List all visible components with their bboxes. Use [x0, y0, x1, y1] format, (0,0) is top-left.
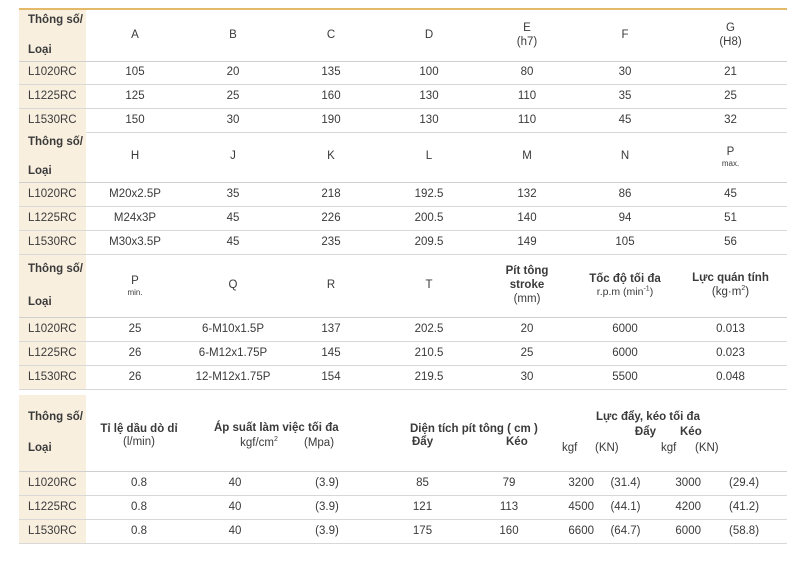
cell: 6600: [549, 520, 594, 544]
col-header: M: [478, 132, 576, 183]
cell: 20: [184, 62, 282, 85]
stroke-line-2: stroke: [509, 279, 545, 292]
cell: 25: [674, 85, 787, 109]
header-label-cell: [19, 255, 86, 318]
cell: 51: [674, 207, 787, 231]
col-header: [86, 255, 184, 318]
col-header-e: E: [523, 22, 531, 35]
cell: 35: [576, 85, 674, 109]
col-header: [674, 9, 787, 62]
area-pull-label: Kéo: [506, 436, 528, 448]
cell: 0.023: [674, 342, 787, 366]
header-label-cell: [19, 132, 86, 183]
cell: 209.5: [380, 231, 478, 255]
cell: 6-M12x1.75P: [184, 342, 282, 366]
row-label: L1225RC: [19, 496, 86, 520]
table-row: [19, 62, 787, 85]
cell: 235: [282, 231, 380, 255]
cell: 26: [86, 366, 184, 390]
col-header: H: [86, 132, 184, 183]
row-label: L1530RC: [19, 109, 86, 133]
cell: M20x2.5P: [86, 183, 184, 207]
row-label: L1530RC: [19, 366, 86, 390]
table-row: [19, 85, 787, 109]
col-header-speed: [576, 255, 674, 318]
row-label: L1530RC: [19, 520, 86, 544]
cell: 35: [184, 183, 282, 207]
cell: (31.4): [594, 472, 657, 496]
cell: 154: [282, 366, 380, 390]
cell: 85: [376, 472, 469, 496]
cell: 5500: [576, 366, 674, 390]
col-header-force: [549, 395, 787, 472]
cell: 202.5: [380, 318, 478, 342]
cell: 0.048: [674, 366, 787, 390]
cell: 200.5: [380, 207, 478, 231]
col-header: R: [282, 255, 380, 318]
cell: 45: [184, 207, 282, 231]
cell: 219.5: [380, 366, 478, 390]
table-row: [19, 231, 787, 255]
cell: 40: [192, 472, 278, 496]
cell: 149: [478, 231, 576, 255]
col-header-g: G: [726, 22, 735, 35]
cell: 21: [674, 62, 787, 85]
cell: 3200: [549, 472, 594, 496]
cell: 6-M10x1.5P: [184, 318, 282, 342]
label-type: Loại: [28, 164, 52, 177]
col-header: T: [380, 255, 478, 318]
cell: 25: [478, 342, 576, 366]
pressure-unit-mpa: (Mpa): [304, 436, 335, 449]
stroke-line-3: (mm): [513, 292, 541, 305]
cell: 0.8: [86, 520, 192, 544]
cell: (3.9): [278, 496, 376, 520]
cell: 3000: [657, 472, 701, 496]
col-sub-g: (H8): [719, 35, 742, 48]
cell: (44.1): [594, 496, 657, 520]
cell: 175: [376, 520, 469, 544]
cell: 20: [478, 318, 576, 342]
cell: 6000: [576, 342, 674, 366]
cell: 210.5: [380, 342, 478, 366]
cell: 105: [86, 62, 184, 85]
label-params: Thông số/: [28, 14, 83, 26]
label-params: Thông số/: [28, 263, 83, 275]
col-header: [478, 9, 576, 62]
cell: 190: [282, 109, 380, 133]
spec-table-1: [19, 8, 787, 133]
col-sub-e: (h7): [516, 35, 538, 48]
cell: 125: [86, 85, 184, 109]
cell: M30x3.5P: [86, 231, 184, 255]
row-label: L1020RC: [19, 318, 86, 342]
spec-table-4: [19, 395, 787, 544]
cell: 0.013: [674, 318, 787, 342]
cell: (3.9): [278, 520, 376, 544]
col-header: C: [282, 9, 380, 62]
label-type: Loại: [28, 43, 52, 56]
spec-table-2: [19, 132, 787, 255]
cell: 4500: [549, 496, 594, 520]
cell: 192.5: [380, 183, 478, 207]
table-row: [19, 109, 787, 133]
leak-line-1: Tỉ lệ dầu dò dỉ: [100, 422, 178, 435]
cell: 45: [184, 231, 282, 255]
pressure-line-1: Áp suất làm việc tối đa: [214, 422, 339, 435]
leak-line-2: (l/min): [123, 436, 155, 448]
cell: (64.7): [594, 520, 657, 544]
cell: 140: [478, 207, 576, 231]
cell: 86: [576, 183, 674, 207]
cell: 40: [192, 496, 278, 520]
pressure-exp: 2: [273, 435, 278, 443]
col-header: K: [282, 132, 380, 183]
cell: 132: [478, 183, 576, 207]
force-push-kgf: kgf: [562, 441, 578, 454]
spec-table-3: [19, 255, 787, 390]
cell: (41.2): [701, 496, 787, 520]
cell: 113: [469, 496, 549, 520]
col-header: N: [576, 132, 674, 183]
cell: 160: [469, 520, 549, 544]
cell: 45: [576, 109, 674, 133]
header-label-cell: [19, 395, 86, 472]
cell: 0.8: [86, 496, 192, 520]
cell: (3.9): [278, 472, 376, 496]
cell: 130: [380, 109, 478, 133]
area-push-label: Đẩy: [412, 436, 434, 448]
cell: 40: [192, 520, 278, 544]
cell: 226: [282, 207, 380, 231]
table-row: [19, 342, 787, 366]
row-label: L1020RC: [19, 472, 86, 496]
cell: 121: [376, 496, 469, 520]
cell: 25: [184, 85, 282, 109]
cell: 218: [282, 183, 380, 207]
label-type: Loại: [28, 441, 52, 454]
table-row: [19, 366, 787, 390]
cell: 45: [674, 183, 787, 207]
row-label: L1020RC: [19, 62, 86, 85]
col-sub-p: min.: [127, 287, 143, 297]
col-header: D: [380, 9, 478, 62]
force-pull-label: Kéo: [680, 426, 702, 439]
cell: 12-M12x1.75P: [184, 366, 282, 390]
col-header-p: P: [726, 146, 735, 159]
cell: 150: [86, 109, 184, 133]
table-row: [19, 472, 787, 496]
col-header: [674, 132, 787, 183]
cell: 80: [478, 62, 576, 85]
stroke-line-1: Pít tông: [505, 265, 549, 278]
area-line-1: Diện tích pít tông ( cm ): [410, 422, 538, 435]
force-line-1: Lực đẩy, kéo tối đa: [596, 410, 700, 423]
cell: 32: [674, 109, 787, 133]
inertia-line-1: Lực quán tính: [692, 272, 769, 285]
header-label-cell: [19, 9, 86, 62]
cell: 137: [282, 318, 380, 342]
cell: 135: [282, 62, 380, 85]
col-header: A: [86, 9, 184, 62]
table-row: [19, 183, 787, 207]
cell: 94: [576, 207, 674, 231]
row-label: L1020RC: [19, 183, 86, 207]
row-label: L1530RC: [19, 231, 86, 255]
col-header: Q: [184, 255, 282, 318]
col-header-p: P: [131, 275, 139, 288]
cell: 160: [282, 85, 380, 109]
force-pull-kgf: kgf: [661, 441, 677, 454]
cell: 25: [86, 318, 184, 342]
cell: 100: [380, 62, 478, 85]
speed-line-2: r.p.m (min: [596, 286, 644, 299]
row-label: L1225RC: [19, 342, 86, 366]
force-pull-kn: (KN): [695, 441, 719, 454]
col-header: B: [184, 9, 282, 62]
speed-exp: -1: [643, 285, 650, 293]
cell: (58.8): [701, 520, 787, 544]
cell: 56: [674, 231, 787, 255]
col-header: J: [184, 132, 282, 183]
speed-line-1: Tốc độ tối đa: [589, 272, 661, 285]
cell: 30: [576, 62, 674, 85]
label-params: Thông số/: [28, 136, 83, 148]
cell: 6000: [657, 520, 701, 544]
table-row: [19, 318, 787, 342]
cell: (29.4): [701, 472, 787, 496]
table-row: [19, 496, 787, 520]
col-header: L: [380, 132, 478, 183]
label-params: Thông số/: [28, 411, 83, 423]
cell: 145: [282, 342, 380, 366]
cell: 105: [576, 231, 674, 255]
col-header: F: [576, 9, 674, 62]
col-header-pressure: [192, 395, 376, 472]
col-header-leak: [86, 395, 192, 472]
col-sub-p: max.: [721, 158, 740, 168]
cell: 30: [478, 366, 576, 390]
speed-close: ): [649, 286, 654, 299]
force-push-kn: (KN): [595, 441, 619, 454]
force-push-label: Đẩy: [634, 426, 656, 439]
row-label: L1225RC: [19, 85, 86, 109]
inertia-close: ): [745, 286, 750, 299]
pressure-unit-kgf: kgf/cm: [240, 436, 274, 449]
col-header-stroke: [478, 255, 576, 318]
col-header-inertia: [674, 255, 787, 318]
cell: 6000: [576, 318, 674, 342]
cell: 79: [469, 472, 549, 496]
cell: 130: [380, 85, 478, 109]
table-row: [19, 520, 787, 544]
table-row: [19, 207, 787, 231]
cell: 30: [184, 109, 282, 133]
inertia-line-2: (kg·m: [711, 286, 742, 299]
cell: M24x3P: [86, 207, 184, 231]
cell: 110: [478, 85, 576, 109]
inertia-exp: 2: [741, 285, 746, 293]
col-header-area: [376, 395, 549, 472]
cell: 110: [478, 109, 576, 133]
cell: 26: [86, 342, 184, 366]
cell: 4200: [657, 496, 701, 520]
cell: 0.8: [86, 472, 192, 496]
row-label: L1225RC: [19, 207, 86, 231]
label-type: Loại: [28, 295, 52, 308]
